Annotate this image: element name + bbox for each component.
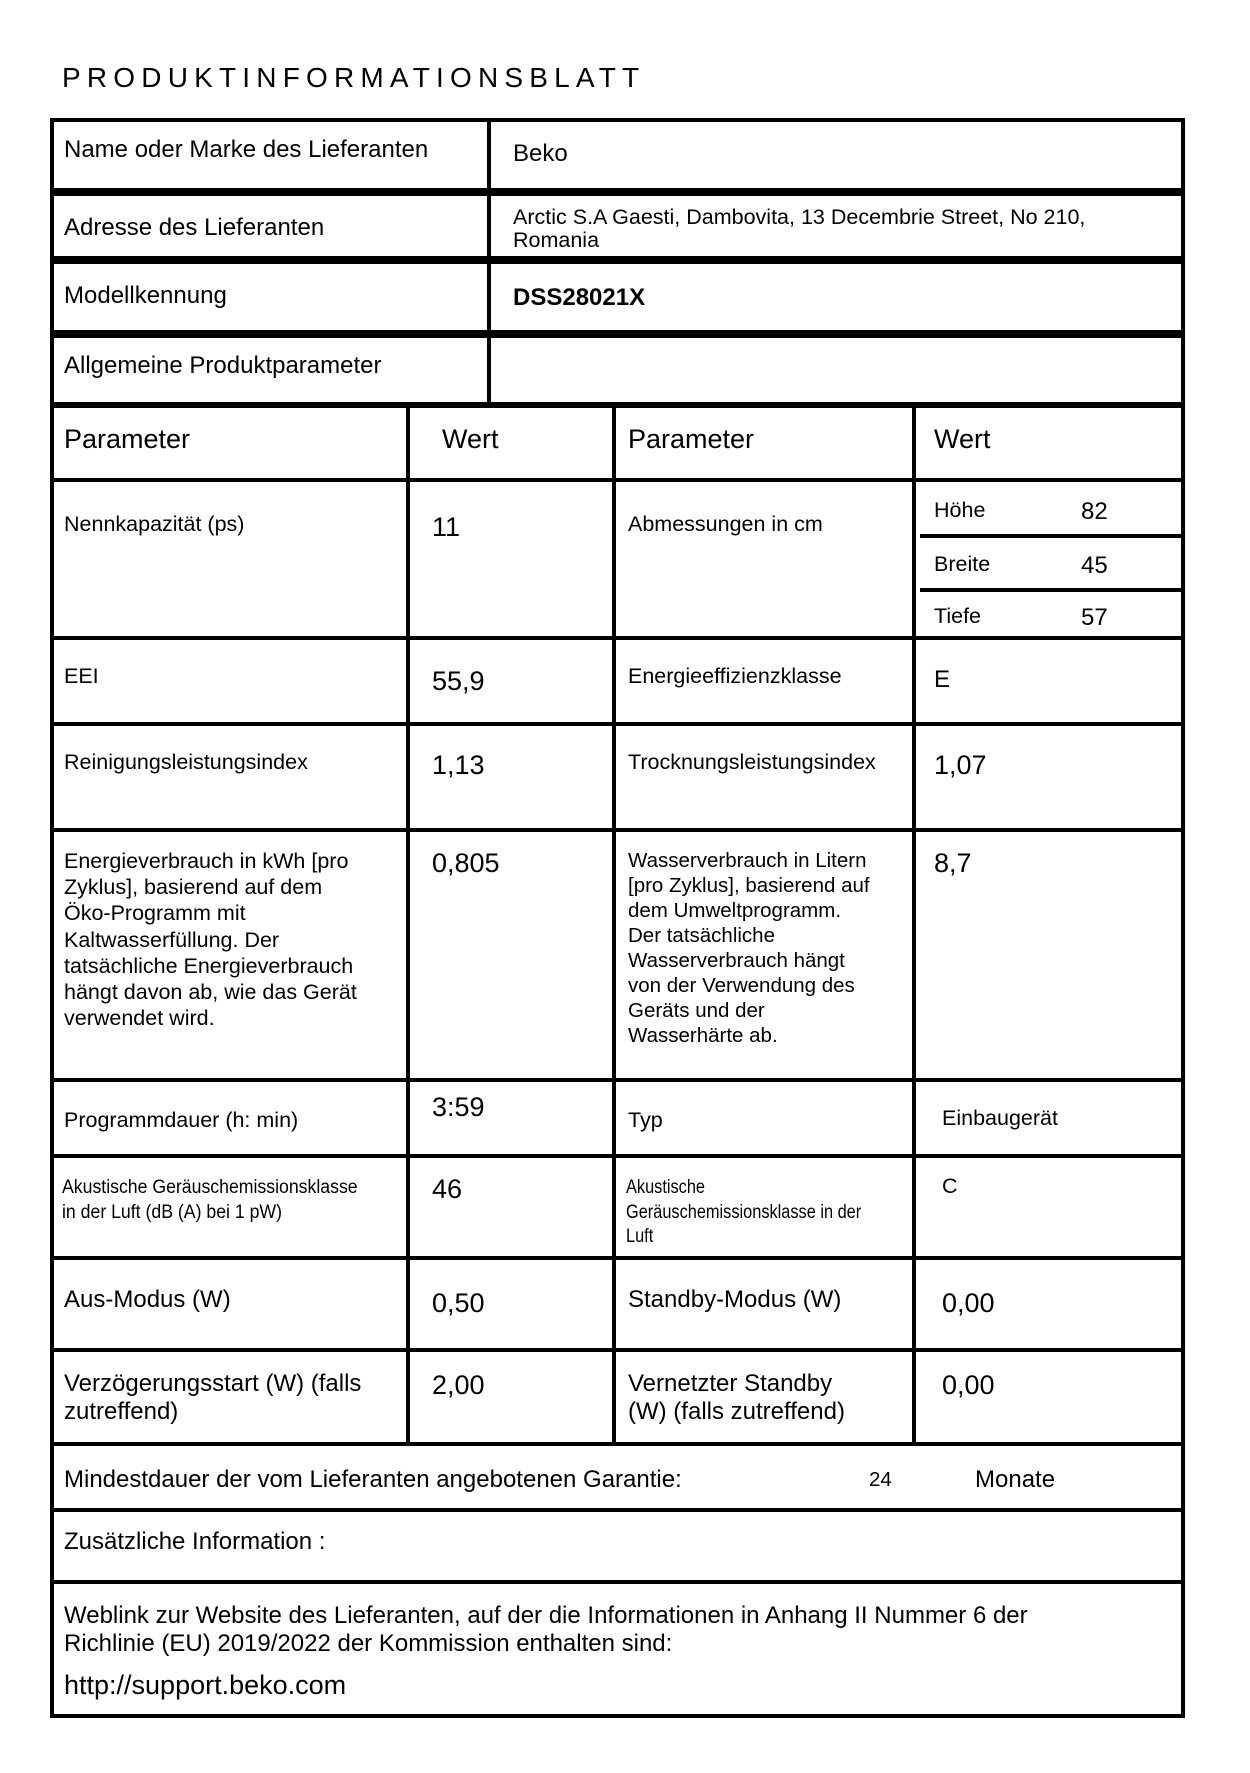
- warranty-row: [50, 1442, 1185, 1512]
- warranty-unit: Monate: [975, 1466, 1056, 1493]
- model-value: DSS28021X: [513, 284, 646, 311]
- supplier-name-value-cell: [487, 118, 1185, 192]
- document-title: PRODUKTINFORMATIONSBLATT: [62, 62, 646, 93]
- cleaning-index-value-cell: [406, 722, 616, 832]
- header-value-left-cell: [406, 404, 616, 482]
- eei-label-cell: [50, 636, 410, 726]
- dimension-divider: [920, 534, 1185, 538]
- dimension-width-label: Breite: [934, 552, 991, 576]
- noise-class-value: C: [942, 1174, 958, 1198]
- standby-label-cell: [612, 1256, 916, 1352]
- off-mode-value: 0,50: [432, 1288, 485, 1318]
- eei-value-cell: [406, 636, 616, 726]
- water-consumption-value-cell: [912, 828, 1185, 1082]
- delay-start-value: 2,00: [432, 1370, 485, 1400]
- supplier-address-value-cell: [487, 192, 1185, 260]
- supplier-name-value: Beko: [513, 140, 568, 167]
- standby-value: 0,00: [942, 1288, 995, 1318]
- additional-info-row: [50, 1508, 1185, 1584]
- dimension-divider: [920, 588, 1185, 592]
- eei-value: 55,9: [432, 666, 485, 696]
- header-param-left: Parameter: [64, 424, 191, 454]
- off-mode-label: Aus-Modus (W): [64, 1286, 231, 1313]
- dimensions-value-cell: [912, 478, 1185, 640]
- program-duration-value-cell: [406, 1078, 616, 1158]
- networked-standby-value: 0,00: [942, 1370, 995, 1400]
- noise-value-cell: [406, 1154, 616, 1260]
- drying-index-label-cell: [612, 722, 916, 832]
- header-param-right: Parameter: [628, 424, 755, 454]
- type-value-cell: [912, 1078, 1185, 1158]
- cleaning-index-value: 1,13: [432, 750, 485, 780]
- general-params-label-cell: [50, 334, 491, 406]
- standby-label: Standby-Modus (W): [628, 1286, 842, 1313]
- supplier-address-label-cell: [50, 192, 491, 260]
- networked-standby-label: Vernetzter Standby (W) (falls zutreffend): [628, 1370, 845, 1425]
- drying-index-value: 1,07: [934, 750, 987, 780]
- capacity-label-cell: [50, 478, 410, 640]
- energy-consumption-value: 0,805: [432, 848, 500, 878]
- warranty-value: 24: [869, 1468, 892, 1491]
- energy-class-value: E: [934, 666, 951, 693]
- header-value-left: Wert: [442, 424, 499, 454]
- additional-info-label: Zusätzliche Information :: [64, 1528, 326, 1555]
- header-value-right: Wert: [934, 424, 991, 454]
- noise-label-cell: [50, 1154, 410, 1260]
- water-consumption-label-cell: [612, 828, 916, 1082]
- cleaning-index-label: Reinigungsleistungsindex: [64, 750, 308, 774]
- program-duration-value: 3:59: [432, 1092, 485, 1122]
- energy-class-label: Energieeffizienzklasse: [628, 664, 842, 688]
- supplier-address-value: Arctic S.A Gaesti, Dambovita, 13 Decembrie Street, No 210, Romania: [513, 205, 1086, 252]
- delay-start-label-cell: [50, 1348, 410, 1446]
- model-label: Modellkennung: [64, 282, 227, 309]
- cleaning-index-label-cell: [50, 722, 410, 832]
- header-value-right-cell: [912, 404, 1185, 482]
- water-consumption-label: Wasserverbrauch in Litern [pro Zyklus], basierend auf dem Umweltprogramm. Der tatsächliche Wasserverbrauch hängt von der Verwendung des Geräts und der Wasserhärte ab.: [628, 849, 870, 1047]
- capacity-value-cell: [406, 478, 616, 640]
- weblink-row: [50, 1580, 1185, 1718]
- standby-value-cell: [912, 1256, 1185, 1352]
- header-param-right-cell: [612, 404, 916, 482]
- type-label: Typ: [628, 1108, 663, 1132]
- dimension-height-label: Höhe: [934, 498, 986, 522]
- dimension-width-value: 45: [1081, 552, 1108, 579]
- noise-value: 46: [432, 1174, 463, 1204]
- type-value: Einbaugerät: [942, 1106, 1058, 1130]
- dimensions-label: Abmessungen in cm: [628, 512, 823, 536]
- delay-start-value-cell: [406, 1348, 616, 1446]
- type-label-cell: [612, 1078, 916, 1158]
- dimension-depth-label: Tiefe: [934, 604, 981, 628]
- general-params-value-cell: [487, 334, 1185, 406]
- supplier-address-label: Adresse des Lieferanten: [64, 214, 325, 241]
- general-params-label: Allgemeine Produktparameter: [64, 352, 382, 379]
- noise-class-label: Akustische Geräuschemissionsklasse in der Luft: [626, 1177, 862, 1248]
- capacity-value: 11: [432, 512, 461, 542]
- off-mode-label-cell: [50, 1256, 410, 1352]
- program-duration-label: Programmdauer (h: min): [64, 1108, 299, 1132]
- header-param-left-cell: [50, 404, 410, 482]
- water-consumption-value: 8,7: [934, 848, 972, 878]
- dimensions-label-cell: [612, 478, 916, 640]
- capacity-label: Nennkapazität (ps): [64, 512, 245, 536]
- supplier-name-label-cell: [50, 118, 491, 192]
- noise-label: Akustische Geräuschemissionsklasse in der Luft (dB (A) bei 1 pW): [62, 1177, 358, 1223]
- model-value-cell: [487, 260, 1185, 334]
- program-duration-label-cell: [50, 1078, 410, 1158]
- off-mode-value-cell: [406, 1256, 616, 1352]
- dimension-depth-value: 57: [1081, 604, 1108, 631]
- drying-index-label: Trocknungsleistungsindex: [628, 750, 876, 774]
- eei-label: EEI: [64, 664, 99, 688]
- weblink-url[interactable]: http://support.beko.com: [64, 1670, 347, 1700]
- warranty-label: Mindestdauer der vom Lieferanten angebotenen Garantie:: [64, 1466, 682, 1493]
- energy-consumption-label-cell: [50, 828, 410, 1082]
- supplier-name-label: Name oder Marke des Lieferanten: [64, 136, 429, 163]
- dimension-height-value: 82: [1081, 498, 1108, 525]
- noise-class-value-cell: [912, 1154, 1185, 1260]
- energy-class-value-cell: [912, 636, 1185, 726]
- weblink-text: Weblink zur Website des Lieferanten, auf der die Informationen in Anhang II Nummer 6 der Richlinie (EU) 2019/2022 der Kommission enthalten sind:: [64, 1602, 1028, 1657]
- energy-class-label-cell: [612, 636, 916, 726]
- drying-index-value-cell: [912, 722, 1185, 832]
- energy-consumption-value-cell: [406, 828, 616, 1082]
- noise-class-label-cell: [612, 1154, 916, 1260]
- delay-start-label: Verzögerungsstart (W) (falls zutreffend): [64, 1370, 362, 1425]
- networked-standby-value-cell: [912, 1348, 1185, 1446]
- energy-consumption-label: Energieverbrauch in kWh [pro Zyklus], basierend auf dem Öko-Programm mit Kaltwasserfüllung. Der tatsächliche Energieverbrauch hängt davon ab, wie das Gerät verwendet wird.: [64, 849, 357, 1031]
- model-label-cell: [50, 260, 491, 334]
- networked-standby-label-cell: [612, 1348, 916, 1446]
